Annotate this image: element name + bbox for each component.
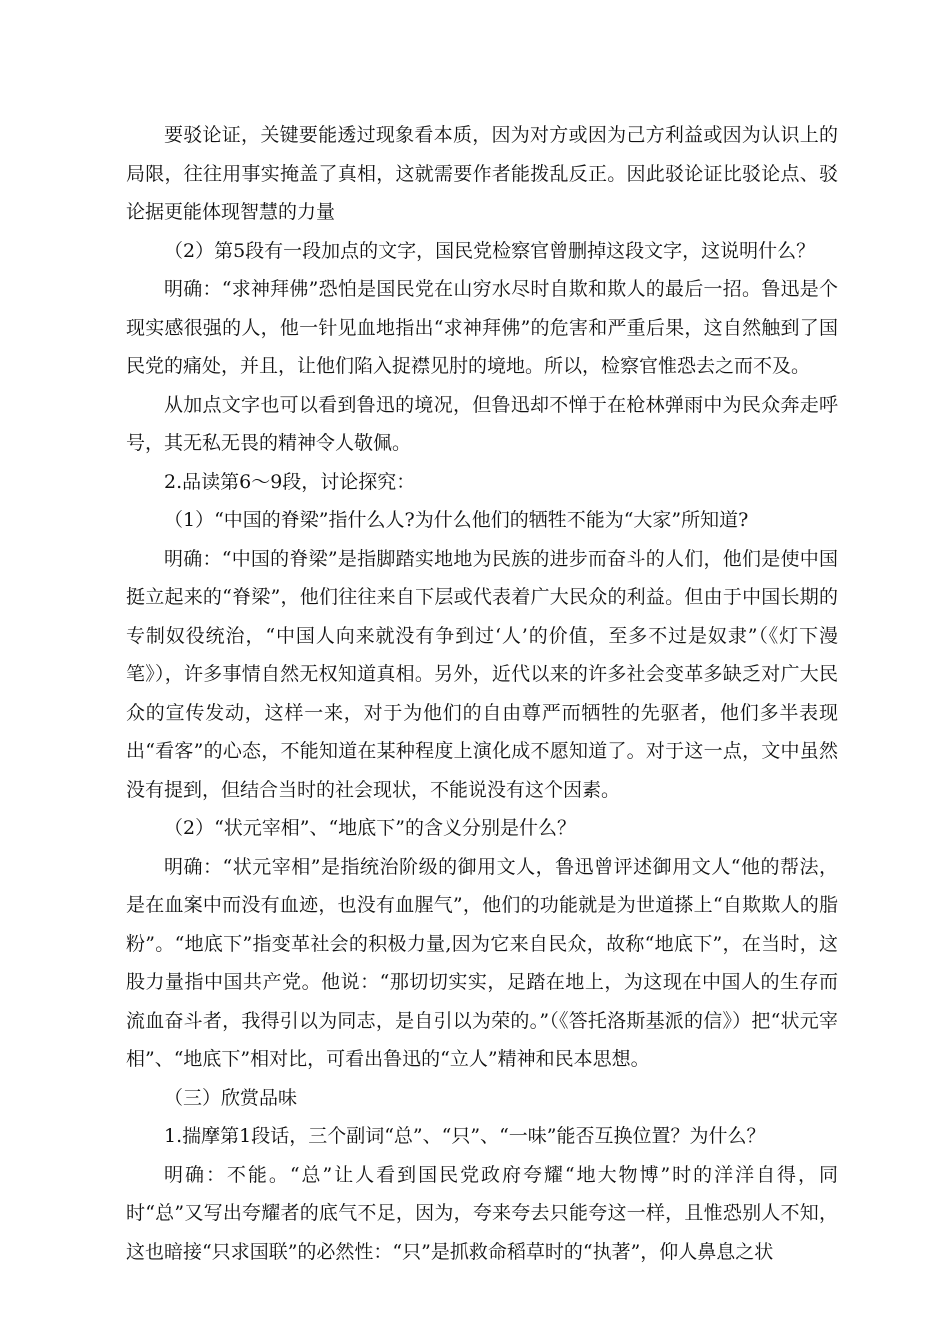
answer-2-meaning: 明确：“状元宰相”是指统治阶级的御用文人，鲁迅曾评述御用文人“他的帮法，是在血案中而没有血迹，也没有血腥气”，他们的功能就是为世道搽上“自欺欺人的脂粉”。“地底下”指变革社会的积极力量,因为它来自民众，故称“地底下”，在当时，这股力量指中国共产党。他说：“那切切实实，足踏在地上，为这现在中国人的生存而流血奋斗者，我得引以为同志，是自引以为荣的。”（《答托洛斯基派的信》）把“状元宰相”、“地底下”相对比，可看出鲁迅的“立人”精神和民本思想。 <box>126 855 838 1070</box>
heading-appreciation: （三）欣赏品味 <box>164 1086 298 1109</box>
heading-read-sections-6-9: 2.品读第6～9段，讨论探究： <box>164 470 416 493</box>
answer-1-backbone: 明确：“中国的脊梁”是指脚踏实地地为民族的进步而奋斗的人们，他们是使中国挺立起来的“脊梁”，他们往往来自下层或代表着广大民众的利益。但由于中国长期的专制奴役统治，“中国人向来就没有争到过‘人’的价值，至多不过是奴隶”（《灯下漫笔》），许多事情自然无权知道真相。另外，近代以来的许多社会变革多缺乏对广大民众的宣传发动，这样一来，对于为他们的自由尊严而牺牲的先驱者，他们多半表现出“看客”的心态，不能知道在某种程度上演化成不愿知道了。对于这一点，文中虽然没有提到，但结合当时的社会现状，不能说没有这个因素。 <box>126 547 838 801</box>
answer-adverbs: 明确：不能。“总”让人看到国民党政府夸耀“地大物博”时的洋洋自得，同时“总”又写出夸耀者的底气不足，因为，夸来夸去只能夸这一样，且惟恐别人不知，这也暗接“只求国联”的必然性：“只”是抓救命稻草时的“执著”，仰人鼻息之状 <box>126 1163 838 1263</box>
question-2-section-5: （2）第5段有一段加点的文字，国民党检察官曾删掉这段文字，这说明什么？ <box>164 239 816 262</box>
document-body <box>126 116 838 1271</box>
question-adverbs: 1.揣摩第1段话，三个副词“总”、“只”、“一味”能否互换位置？为什么？ <box>164 1125 766 1147</box>
question-1-backbone: （1）“中国的脊梁”指什么人?为什么他们的牺牲不能为“大家”所知道? <box>164 509 749 531</box>
paragraph-luxun-situation: 从加点文字也可以看到鲁迅的境况，但鲁迅却不惮于在枪林弹雨中为民众奔走呼号，其无私无畏的精神令人敬佩。 <box>126 393 838 454</box>
answer-2-section-5: 明确：“求神拜佛”恐怕是国民党在山穷水尽时自欺和欺人的最后一招。鲁迅是个现实感很强的人，他一针见血地指出“求神拜佛”的危害和严重后果，这自然触到了国民党的痛处，并且，让他们陷入捉襟见肘的境地。所以，检察官惟恐去之而不及。 <box>126 278 838 377</box>
paragraph-rebuttal-argument: 要驳论证，关键要能透过现象看本质，因为对方或因为己方利益或因为认识上的局限，往往用事实掩盖了真相，这就需要作者能拨乱反正。因此驳论证比驳论点、驳论据更能体现智慧的力量 <box>126 124 838 223</box>
question-2-meaning: （2）“状元宰相”、“地底下”的含义分别是什么？ <box>164 817 576 839</box>
